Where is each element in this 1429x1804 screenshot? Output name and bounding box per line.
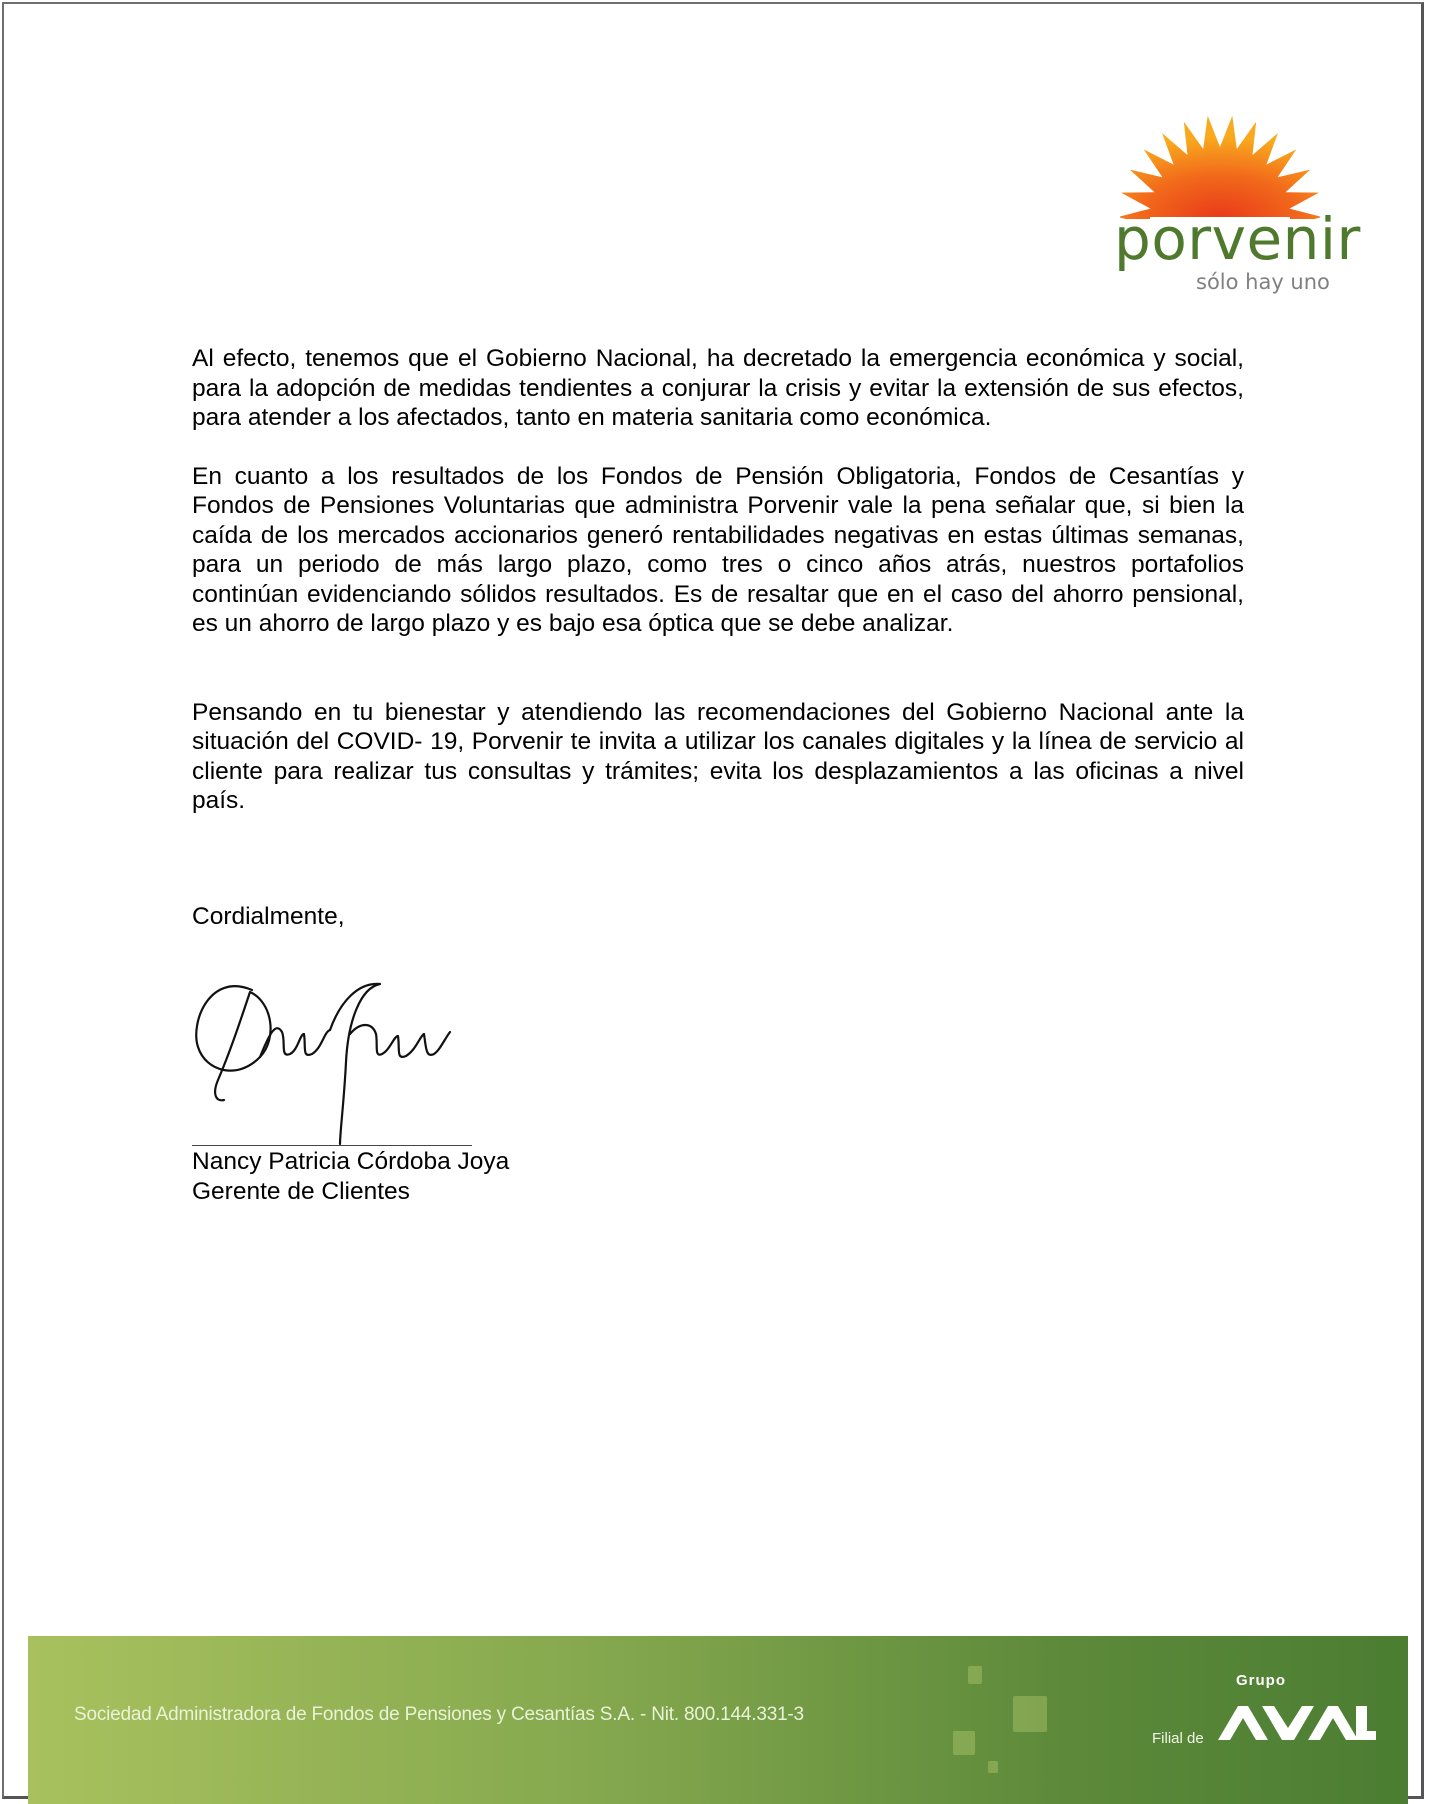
signature-line [192, 1145, 472, 1146]
grupo-aval-logo [1128, 1666, 1368, 1766]
aval-wordmark [1216, 1700, 1376, 1744]
handwritten-signature [190, 962, 480, 1146]
sun-icon [1120, 99, 1320, 219]
letter-body [192, 344, 1244, 904]
paragraph-digital-channels: Pensando en tu bienestar y atendiendo las recomendaciones del Gobierno Nacional ante la situación del COVID- 19, Porvenir te invita a utilizar los canales digitales y la línea de servicio al cliente para realizar tus consultas y trámites; evita los desplazamientos a las oficinas a nivel país. [192, 698, 1244, 814]
signer-name: Nancy Patricia Córdoba Joya [192, 1148, 510, 1175]
logo-tagline: sólo hay uno [1196, 270, 1330, 294]
signer-title: Gerente de Clientes [192, 1178, 410, 1205]
letter-page [2, 2, 1424, 1799]
group-label: Grupo [1236, 1672, 1286, 1689]
signer-block [192, 1147, 509, 1207]
footer-band [28, 1636, 1408, 1804]
filial-label: Filial de [1152, 1730, 1204, 1747]
porvenir-logo [1104, 99, 1361, 309]
footer-decor-square [953, 1731, 975, 1755]
paragraph-emergency: Al efecto, tenemos que el Gobierno Nacional, ha decretado la emergencia económica y social, para la adopción de medidas tendientes a conjurar la crisis y evitar la extensión de sus efectos, para atender a los afectados, tanto en materia sanitaria como económica. [192, 345, 1244, 431]
footer-decor-square [988, 1761, 998, 1773]
footer-decor-square [1013, 1696, 1047, 1732]
paragraph-fund-results: En cuanto a los resultados de los Fondos de Pensión Obligatoria, Fondos de Cesantías y Fondos de Pensiones Voluntarias que administra Porvenir vale la pena señalar que, si bien la caída de los mercados accionarios generó rentabilidades negativas en estas últimas semanas, para un periodo de más largo plazo, como tres o cinco años atrás, nuestros portafolios continúan evidenciando sólidos resultados. Es de resaltar que en el caso del ahorro pensional, es un ahorro de largo plazo y es bajo esa óptica que se debe analizar. [192, 462, 1244, 637]
logo-wordmark: porvenir [1114, 205, 1361, 273]
footer-company-text: Sociedad Administradora de Fondos de Pensiones y Cesantías S.A. - Nit. 800.144.331-3 [74, 1704, 804, 1725]
footer-decor-square [968, 1666, 982, 1684]
closing-salutation: Cordialmente, [192, 903, 345, 930]
